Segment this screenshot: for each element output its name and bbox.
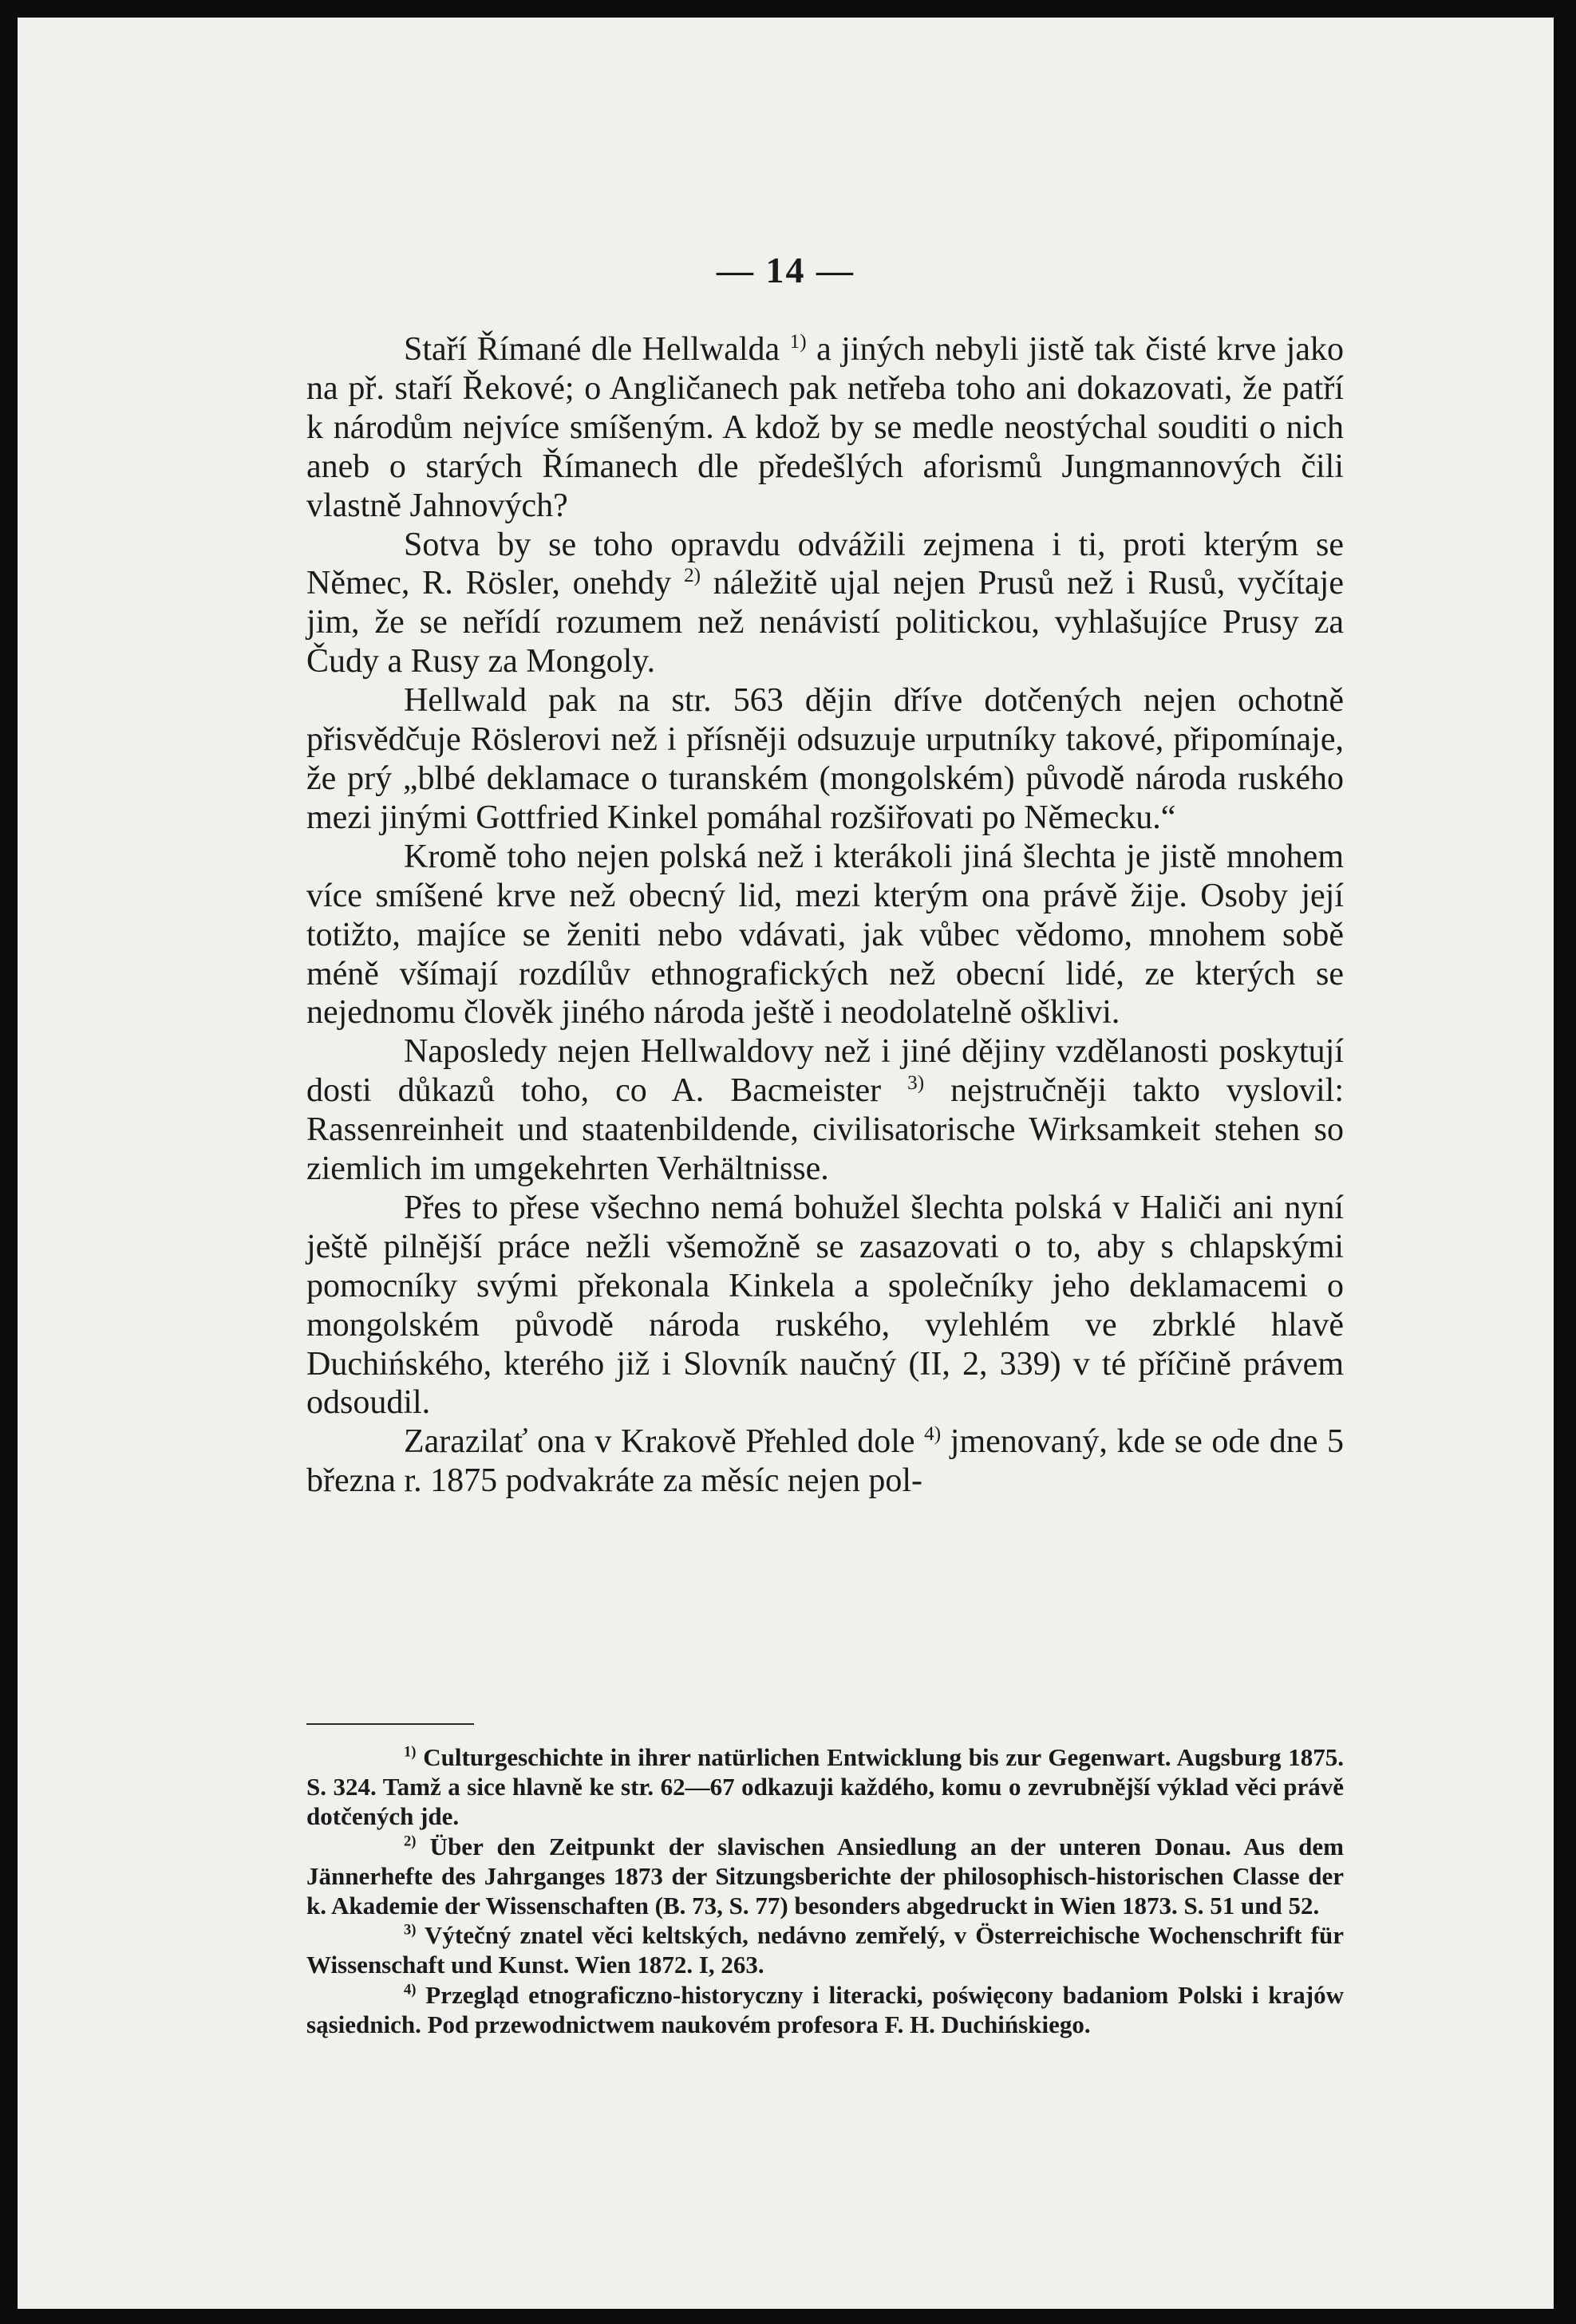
footnote-text: Über den Zeitpunkt der slavischen Ansiedlung an der unteren Donau. Aus dem Jännerhefte des Jahrganges 1873 der Sitzungsberichte der philosophisch-historischen Classe der k. Akademie der Wissenschaften (B. 73, S. 77) besonders abgedruckt in Wien 1873. S. 51 und 52. [306,1832,1344,1920]
footnote-marker: 3) [404,1921,417,1939]
footnote-1 [306,1742,1344,1832]
footnote-ref-1: 1) [789,331,807,353]
text-run: Naposledy nejen Hellwaldovy než i jiné dějiny vzdělanosti poskytují dosti důkazů toho, co A. Bacmeister [306,1033,1344,1110]
paragraph-3 [306,681,1344,838]
paragraph-1 [306,330,1344,526]
text-run: Hellwald pak na str. 563 dějin dříve dotčených nejen ochotně přisvědčuje Röslerovi než i přísněji odsuzuje urputníky takové, připomínaje, že prý „blbé deklamace o turanském (mongolském) původě národa ruského mezi jinými Gottfried Kinkel pomáhal rozšiřovati po Německu.“ [306,682,1344,836]
text-run: jmenovaný, kde se ode dne 5 března r. 1875 podvakráte za měsíc nejen pol- [306,1423,1344,1500]
footnote-marker: 2) [404,1833,417,1850]
text-run: Kromě toho nejen polská než i kterákoli jiná šlechta je jistě mnohem více smíšené krve než obecný lid, mezi kterým ona právě žije. Osoby její totižto, majíce se ženiti nebo vdávati, jak vůbec vědomo, mnohem sobě méně všímají rozdílův ethnografických než obecní lidé, ze kterých se nejednomu člověk jiného národa ještě i neodolatelně ošklivi. [306,838,1344,1032]
footnote-3 [306,1920,1344,1979]
book-page [18,18,1554,2309]
footnote-2 [306,1832,1344,1921]
text-run: nejstručněji takto vyslovil: Rassenreinheit und staatenbildende, civilisatorische Wirksamkeit stehen so ziemlich im umgekehrten Verhältnisse. [306,1072,1344,1188]
paragraph-7 [306,1422,1344,1501]
text-run: Sotva by se toho opravdu odvážili zejmena i ti, proti kterým se Němec, R. Rösler, onehdy [306,526,1344,602]
text-run: Zarazilať ona v Krakově Přehled dole [404,1423,925,1461]
paragraph-6 [306,1189,1344,1422]
text-run: Staří Římané dle Hellwalda [404,331,790,368]
page-number: — 14 — [717,250,855,290]
paragraph-2 [306,526,1344,682]
footnote-ref-4: 4) [924,1423,942,1446]
footnote-text: Przegląd etnograficzno-historyczny i literacki, poświęcony badaniom Polski i krajów sąsiednich. Pod przewodnictwem naukovém profesora F. H. Duchińskiego. [306,1980,1344,2038]
text-run: náležitě ujal nejen Prusů než i Rusů, vyčítaje jim, že se neřídí rozumem než nenávistí politickou, vyhlašujíce Prusy za Čudy a Rusy za Mongoly. [306,565,1344,681]
footnote-marker: 4) [404,1981,417,1998]
footnote-separator [306,1723,474,1725]
paragraph-5 [306,1032,1344,1189]
paragraph-4 [306,838,1344,1033]
text-run: a jiných nebyli jistě tak čisté krve jako na př. staří Řekové; o Angličanech pak netřeba toho ani dokazovati, že patří k národům nejvíce smíšeným. A kdož by se medle neostýchal souditi o nich aneb o starých Římanech dle předešlých aforismů Jungmannových čili vlastně Jahnových? [306,331,1344,524]
footnote-text: Culturgeschichte in ihrer natürlichen Entwicklung bis zur Gegenwart. Augsburg 1875. S. 324. Tamž a sice hlavně ke str. 62—67 odkazuji každého, komu o zevrubnější výklad věci právě dotčených jde. [306,1743,1344,1831]
footnote-ref-3: 3) [907,1072,925,1095]
text-run: Přes to přese všechno nemá bohužel šlechta polská v Haliči ani nyní ještě pilnější práce nežli všemožně se zasazovati o to, aby s chlapskými pomocníky svými překonala Kinkela a společníky jeho deklamacemi o mongolském původě národa ruského, vylehlém ve zbrklé hlavě Duchińského, kterého již i Slovník naučný (II, 2, 339) v té příčině právem odsoudil. [306,1189,1344,1422]
footnote-ref-2: 2) [684,565,701,587]
footnote-text: Výtečný znatel věci keltských, nedávno zemřelý, v Österreichische Wochenschrift für Wissenschaft und Kunst. Wien 1872. I, 263. [306,1921,1344,1979]
footnote-marker: 1) [404,1743,417,1761]
footnote-4 [306,1980,1344,2039]
footnotes [306,1742,1344,2039]
main-text [306,330,1344,1501]
